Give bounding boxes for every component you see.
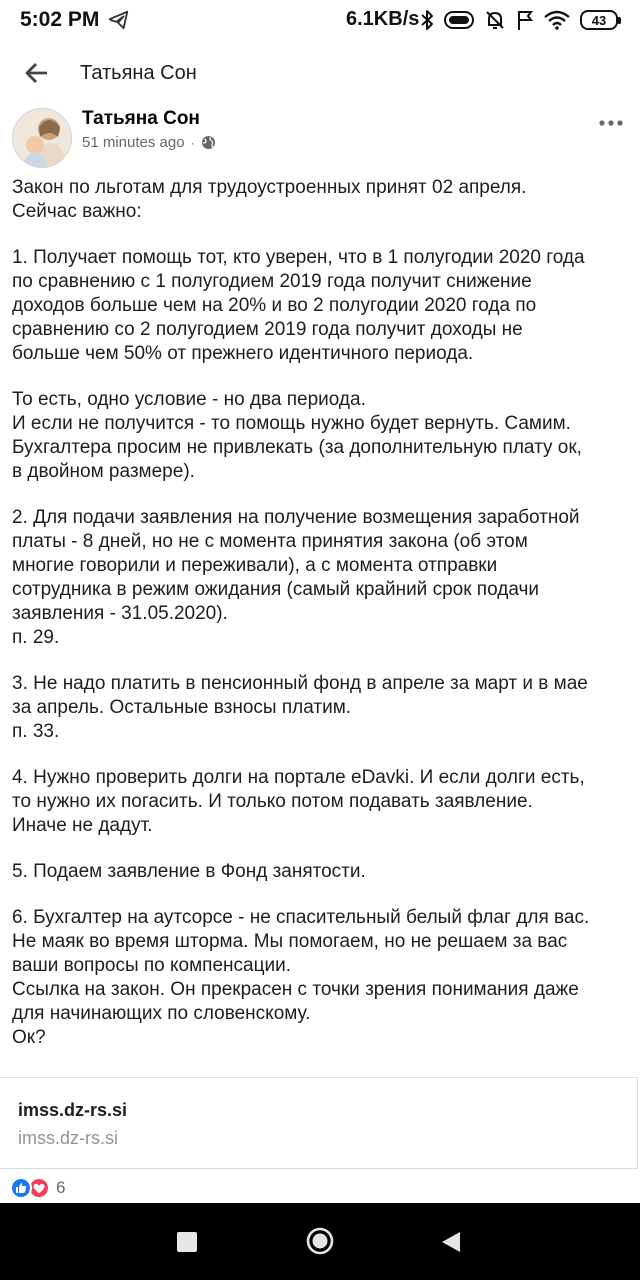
text-line: п. 29. bbox=[12, 627, 60, 648]
text-line: 3. Не надо платить в пенсионный фонд в апреле за март и в мае bbox=[12, 673, 588, 694]
paragraph-4 bbox=[12, 506, 632, 650]
avatar-photo bbox=[13, 109, 71, 167]
text-line: для начинающих по словенскому. bbox=[12, 1003, 311, 1024]
battery-icon bbox=[580, 10, 618, 30]
network-speed: 6.1KB/s bbox=[346, 8, 420, 30]
text-line: 2. Для подачи заявления на получение возмещения заработной bbox=[12, 507, 580, 528]
mute-bell-icon bbox=[484, 9, 506, 31]
status-bar bbox=[0, 0, 640, 40]
app-header bbox=[0, 40, 640, 102]
wifi-icon bbox=[544, 10, 570, 30]
text-line: Закон по льготам для трудоустроенных принят 02 апреля. bbox=[12, 177, 527, 198]
post-time[interactable]: 51 minutes ago bbox=[82, 134, 185, 151]
telegram-icon bbox=[108, 9, 130, 31]
bluetooth-icon bbox=[420, 9, 434, 31]
text-line: Не маяк во время шторма. Мы помогаем, но не решаем за вас bbox=[12, 931, 568, 952]
battery-level: 43 bbox=[591, 12, 607, 28]
text-line: 4. Нужно проверить долги на портале eDavki. И если долги есть, bbox=[12, 767, 585, 788]
text-line: Ссылка на закон. Он прекрасен с точки зрения понимания даже bbox=[12, 979, 579, 1000]
text-line: Иначе не дадут. bbox=[12, 815, 153, 836]
page-title: Татьяна Сон bbox=[80, 62, 197, 84]
flag-icon bbox=[516, 9, 534, 31]
author-name[interactable]: Татьяна Сон bbox=[82, 108, 200, 129]
home-button[interactable] bbox=[306, 1227, 334, 1255]
meta-separator: · bbox=[190, 135, 195, 150]
avatar[interactable] bbox=[12, 108, 72, 168]
toggle-icon bbox=[444, 11, 474, 29]
text-line: То есть, одно условие - но два периода. bbox=[12, 389, 366, 410]
recents-button[interactable] bbox=[177, 1232, 197, 1252]
text-line: сотрудника в режим ожидания (самый крайний срок подачи bbox=[12, 579, 539, 600]
paragraph-3 bbox=[12, 388, 632, 484]
system-nav-bar bbox=[0, 1203, 640, 1280]
link-title[interactable]: imss.dz-rs.si bbox=[18, 1100, 128, 1120]
paragraph-8 bbox=[12, 906, 632, 1050]
paragraph-7 bbox=[12, 860, 632, 884]
status-icons bbox=[420, 8, 618, 32]
back-button[interactable] bbox=[440, 1230, 462, 1254]
post-meta bbox=[82, 134, 216, 151]
text-line: Бухгалтера просим не привлекать (за дополнительную плату ок, bbox=[12, 437, 582, 458]
text-line: по сравнению с 1 полугодием 2019 года получит снижение bbox=[12, 271, 532, 292]
text-line: Ок? bbox=[12, 1027, 46, 1048]
text-line: многие говорили и переживали), а с момента отправки bbox=[12, 555, 498, 576]
paragraph-5 bbox=[12, 672, 632, 744]
globe-icon bbox=[201, 135, 216, 150]
text-line: 6. Бухгалтер на аутсорсе - не спасительный белый флаг для вас. bbox=[12, 907, 590, 928]
text-line: сравнению со 2 полугодием 2019 года получит доходы не bbox=[12, 319, 523, 340]
text-line: п. 33. bbox=[12, 721, 60, 742]
text-line: заявления - 31.05.2020). bbox=[12, 603, 228, 624]
like-icon bbox=[10, 1177, 32, 1199]
text-line: больше чем 50% от прежнего идентичного периода. bbox=[12, 343, 474, 364]
paragraph-1 bbox=[12, 176, 632, 224]
text-line: доходов больше чем на 20% и во 2 полугодии 2020 года по bbox=[12, 295, 537, 316]
text-line: то нужно их погасить. И только потом подавать заявление. bbox=[12, 791, 533, 812]
text-line: за апрель. Остальные взносы платим. bbox=[12, 697, 352, 718]
text-line: платы - 8 дней, но не с момента принятия закона (об этом bbox=[12, 531, 528, 552]
text-line: в двойном размере). bbox=[12, 461, 195, 482]
arrow-left-icon[interactable] bbox=[24, 60, 50, 86]
link-preview-card[interactable] bbox=[0, 1077, 638, 1169]
text-line: Сейчас важно: bbox=[12, 201, 142, 222]
text-line: И если не получится - то помощь нужно будет вернуть. Самим. bbox=[12, 413, 571, 434]
paragraph-6 bbox=[12, 766, 632, 838]
paragraph-2 bbox=[12, 246, 632, 366]
text-line: 1. Получает помощь тот, кто уверен, что в 1 полугодии 2020 года bbox=[12, 247, 585, 268]
status-time: 5:02 PM bbox=[20, 8, 100, 31]
post-text bbox=[12, 176, 632, 1072]
reactions-summary[interactable] bbox=[10, 1176, 65, 1200]
reaction-count[interactable]: 6 bbox=[56, 1178, 66, 1197]
text-line: 5. Подаем заявление в Фонд занятости. bbox=[12, 861, 366, 882]
text-line: ваши вопросы по компенсации. bbox=[12, 955, 291, 976]
more-dots-icon[interactable] bbox=[598, 118, 624, 128]
link-domain: imss.dz-rs.si bbox=[18, 1128, 118, 1148]
